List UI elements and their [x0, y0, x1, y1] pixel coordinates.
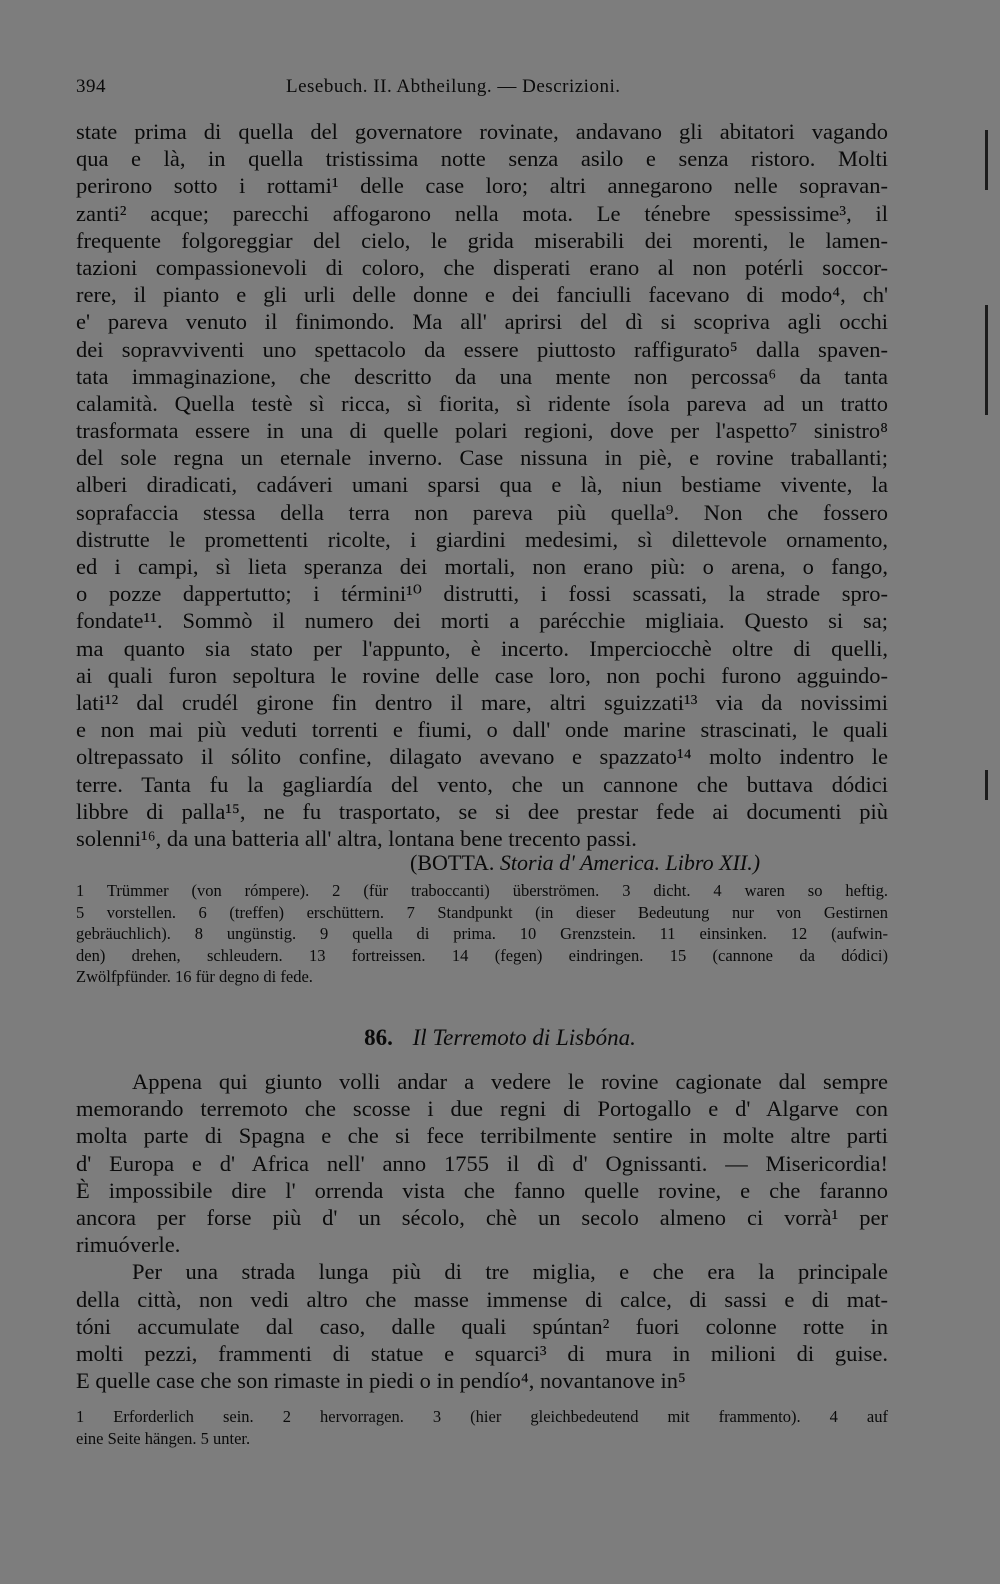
text-line: rimuóverle. — [76, 1232, 181, 1258]
section-title — [0, 1025, 1000, 1051]
section2-body — [76, 1068, 888, 1394]
section2-footnotes — [76, 1406, 888, 1449]
text-line: frequente folgoreggiar del cielo, le grida miserabili dei morenti, le lamen- — [76, 227, 888, 253]
footnote-line: gebräuchlich). 8 ungünstig. 9 quella di prima. 10 Grenzstein. 11 einsinken. 12 (aufwin- — [76, 924, 888, 943]
text-line: Appena qui giunto volli andar a vedere le rovine cagionate dal sempre — [132, 1069, 888, 1094]
footnote-line: 5 vorstellen. 6 (treffen) erschüttern. 7 Standpunkt (in dieser Bedeutung nur von Gestirnen — [76, 902, 888, 922]
text-line: dei sopravviventi uno spettacolo da essere piuttosto raffigurato⁵ dalla spaven- — [76, 336, 888, 362]
text-line: È impossibile dire l' orrenda vista che fanno quelle rovine, e che faranno — [76, 1177, 888, 1203]
text-line: molta parte di Spagna e che si fece terribilmente sentire in molte altre parti — [76, 1123, 888, 1149]
text-line: del sole regna un eternale inverno. Case nissuna in piè, e rovine traballanti; — [76, 445, 888, 471]
text-line: soprafaccia stessa della terra non pareva più quella⁹. Non che fossero — [76, 499, 888, 525]
text-line: molti pezzi, frammenti di statue e squarci³ di mura in milioni di guise. — [76, 1340, 888, 1366]
text-line: della città, non vedi altro che masse immense di calce, di sassi e di mat- — [76, 1286, 888, 1312]
section-title-text: Il Terremoto di Lisbóna. — [412, 1025, 636, 1050]
text-line: rere, il pianto e gli urli delle donne e dei fanciulli facevano di modo⁴, ch' — [76, 282, 888, 308]
text-line: Per una strada lunga più di tre miglia, e che era la principale — [132, 1259, 888, 1285]
footnote-line: Zwölfpfünder. 16 für degno di fede. — [76, 967, 313, 986]
text-line: libbre di palla¹⁵, ne fu trasportato, se si dee prestar fede ai documenti più — [76, 798, 888, 824]
text-line: tóni accumulate dal caso, dalle quali spúntan² fuori colonne rotte in — [76, 1313, 888, 1339]
footnote-line: 1 Trümmer (von rómpere). 2 (für traboccanti) überströmen. 3 dicht. 4 waren so heftig. — [76, 881, 888, 900]
text-line: o pozze dappertutto; i términi¹⁰ distrutti, i fossi scassati, la strade spro- — [76, 581, 888, 607]
running-title: Lesebuch. II. Abtheilung. — Descrizioni. — [286, 76, 621, 97]
text-line: tazioni compassionevoli di coloro, che disperati erano al non potérli soccor- — [76, 254, 888, 280]
text-line: trasformata essere in una di quelle polari regioni, dove per l'aspetto⁷ sinistro⁸ — [76, 418, 888, 444]
footnote-line: eine Seite hängen. 5 unter. — [76, 1428, 251, 1448]
text-line: zanti² acque; parecchi affogarono nella mota. Le ténebre spessissime³, il — [76, 200, 888, 226]
text-line: solenni¹⁶, da una batteria all' altra, lontana bene trecento passi. — [76, 825, 637, 851]
text-line: alberi diradicati, cadáveri umani sparsi qua e là, niun bestiame vivente, la — [76, 472, 888, 498]
text-line: ed i campi, sì lieta speranza dei mortali, non erano più: o arena, o fango, — [76, 554, 888, 579]
section-number: 86. — [364, 1025, 393, 1050]
text-line: qua e là, in quella tristissima notte senza asilo e senza ristoro. Molti — [76, 146, 888, 172]
text-line: ma quanto sia stato per l'appunto, è incerto. Imperciocchè oltre di quelli, — [76, 635, 888, 661]
scan-edge-mark — [985, 305, 988, 415]
text-line: oltrepassato il sólito confine, dilagato avevano e spazzato¹⁴ molto indentro le — [76, 744, 888, 770]
footnote-line: den) drehen, schleudern. 13 fortreissen. 14 (fegen) eindringen. 15 (cannone da dódici) — [76, 945, 888, 965]
section1-body — [76, 118, 888, 852]
text-line: memorando terremoto che scosse i due regni di Portogallo e d' Algarve con — [76, 1096, 888, 1122]
footnote-line: 1 Erforderlich sein. 2 hervorragen. 3 (hier gleichbedeutend mit frammento). 4 auf — [76, 1407, 888, 1426]
text-line: d' Europa e d' Africa nell' anno 1755 il dì d' Ognissanti. — Misericordia! — [76, 1150, 888, 1176]
text-line: ai quali furon sepoltura le rovine delle case loro, non pochi furono agguindo- — [76, 662, 888, 688]
text-line: tata immaginazione, che descritto da una mente non percossa⁶ da tanta — [76, 363, 888, 389]
text-line: terre. Tanta fu la gagliardía del vento, che un cannone che buttava dódici — [76, 771, 888, 797]
text-line: lati¹² dal crudél girone fin dentro il mare, altri sguizzati¹³ via da novissimi — [76, 689, 888, 715]
text-line: fondate¹¹. Sommò il numero dei morti a parécchie migliaia. Questo si sa; — [76, 608, 888, 634]
text-line: state prima di quella del governatore rovinate, andavano gli abitatori vagando — [76, 119, 888, 144]
text-line: distrutte le promettenti ricolte, i giardini medesimi, sì dilettevole ornamento, — [76, 526, 888, 552]
text-line: e' pareva venuto il finimondo. Ma all' aprirsi del dì si scopriva agli occhi — [76, 309, 888, 335]
scan-edge-mark — [985, 770, 988, 800]
text-line: ancora per forse più d' un sécolo, chè un secolo almeno ci vorrà¹ per — [76, 1204, 888, 1230]
text-line: perirono sotto i rottami¹ delle case loro; altri annegarono nelle sopravan- — [76, 173, 888, 199]
text-line: e non mai più veduti torrenti e fiumi, o dall' onde marine strascinati, le quali — [76, 717, 888, 743]
section1-footnotes — [76, 880, 888, 988]
scan-edge-mark — [985, 130, 988, 190]
citation — [410, 850, 760, 876]
citation-work: Storia d' America. Libro XII.) — [499, 850, 761, 875]
page-number: 394 — [76, 76, 106, 97]
text-line: E quelle case che son rimaste in piedi o in pendío⁴, novantanove in⁵ — [76, 1368, 686, 1394]
text-line: calamità. Quella testè sì ricca, sì fiorita, sì ridente ísola pareva ad un tratto — [76, 390, 888, 416]
citation-author: (BOTTA. — [410, 850, 495, 875]
